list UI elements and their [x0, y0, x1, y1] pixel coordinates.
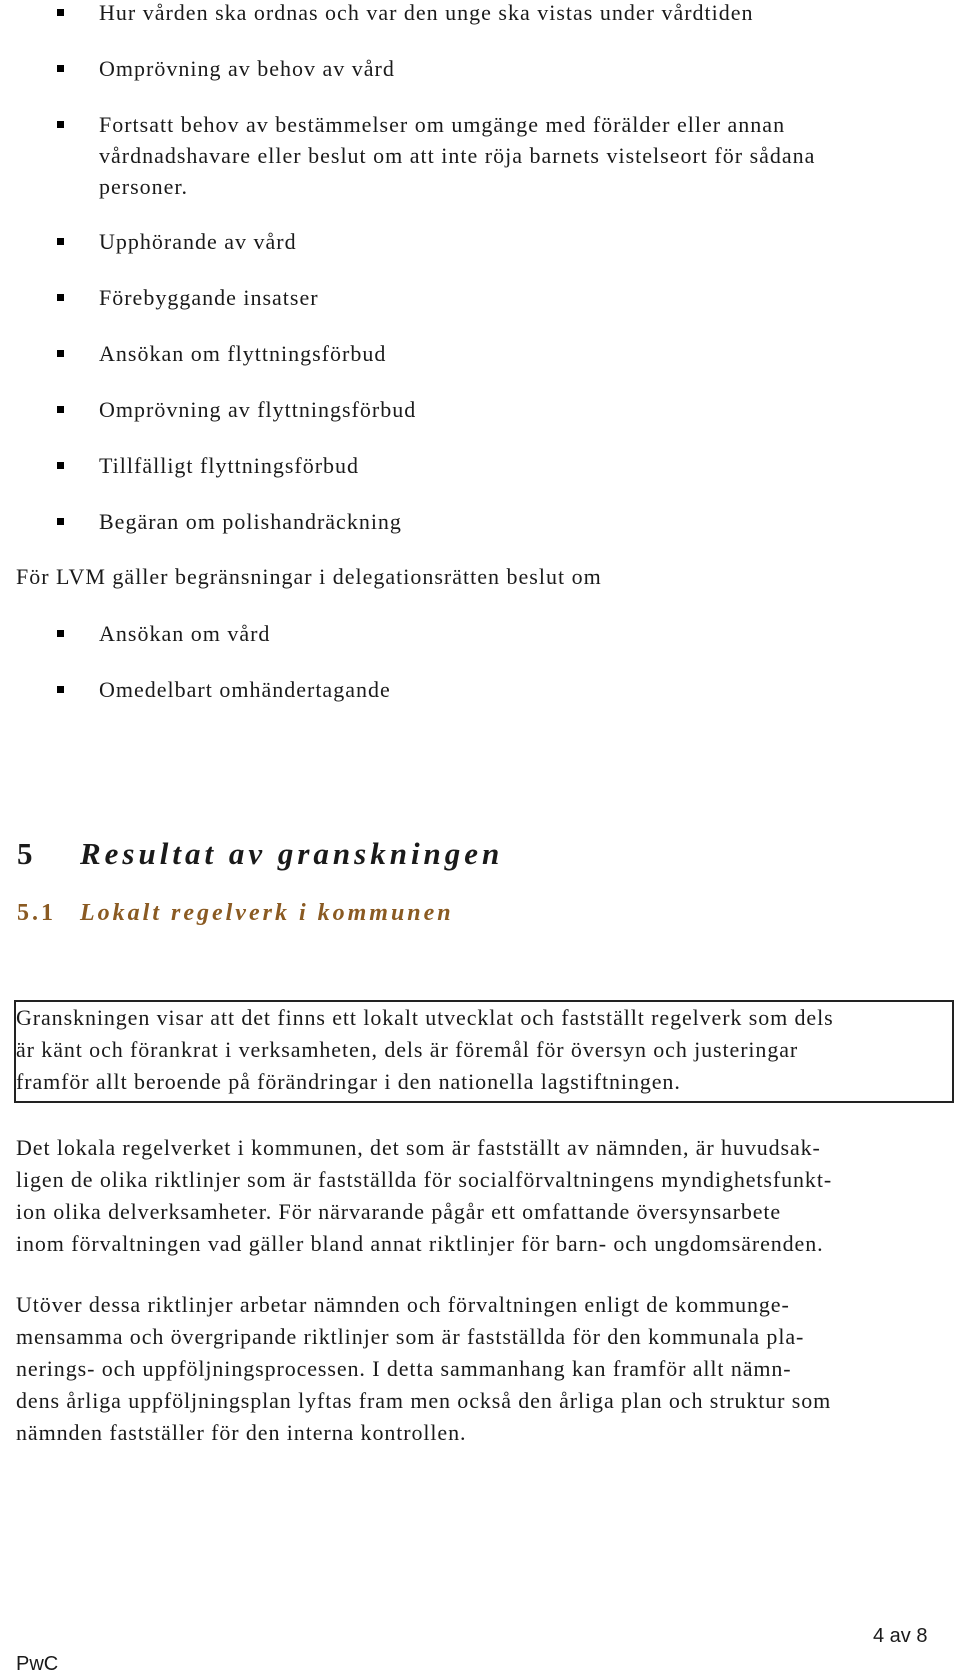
list-item-text: Omprövning av flyttningsförbud: [99, 397, 417, 422]
list-item: [57, 226, 297, 257]
paragraph-line: nerings- och uppföljningsprocessen. I detta sammanhang kan framför allt nämn-: [16, 1356, 792, 1381]
list-item: [57, 674, 391, 705]
subsection-heading: [17, 900, 454, 927]
paragraph-line: ion olika delverksamheter. För närvarande pågår ett omfattande översynsarbete: [16, 1199, 782, 1224]
list-item-line: Fortsatt behov av bestämmelser om umgänge med förälder eller annan: [99, 112, 786, 137]
list-item-text: Hur vården ska ordnas och var den unge ska vistas under vårdtiden: [99, 0, 754, 25]
bullet-marker: [57, 350, 64, 357]
page-number: 4 av 8: [873, 1625, 928, 1647]
list-item: [57, 0, 754, 28]
bullet-marker: [57, 238, 64, 245]
list-item: [57, 618, 270, 649]
list-item-text: Upphörande av vård: [99, 229, 297, 254]
list-item-text: Omedelbart omhändertagande: [99, 677, 391, 702]
list-item-line: vårdnadshavare eller beslut om att inte röja barnets vistelseort för sådana: [99, 143, 816, 168]
list-item: [57, 53, 395, 84]
summary-line: framför allt beroende på förändringar i den nationella lagstiftningen.: [16, 1069, 681, 1094]
bullet-marker: [57, 9, 64, 16]
summary-line: Granskningen visar att det finns ett lokalt utvecklat och fastställt regelverk som dels: [16, 1005, 834, 1030]
list-item: [57, 282, 319, 313]
list-item-text: Begäran om polishandräckning: [99, 509, 402, 534]
list-item-text: Omprövning av behov av vård: [99, 56, 395, 81]
list-item-text: Tillfälligt flyttningsförbud: [99, 453, 360, 478]
paragraph-line: dens årliga uppföljningsplan lyftas fram men också den årliga plan och struktur som: [16, 1388, 832, 1413]
company-name: PwC: [16, 1653, 59, 1675]
list-item-text: Förebyggande insatser: [99, 285, 319, 310]
section-heading: [17, 836, 503, 872]
paragraph-line: Utöver dessa riktlinjer arbetar nämnden och förvaltningen enligt de kommunge-: [16, 1292, 790, 1317]
bullet-marker: [57, 65, 64, 72]
lvm-intro-text: För LVM gäller begränsningar i delegationsrätten beslut om: [16, 564, 602, 589]
section-title: Resultat av granskningen: [80, 836, 504, 871]
subsection-number: 5.1: [17, 900, 56, 926]
paragraph-line: Det lokala regelverket i kommunen, det som är fastställt av nämnden, är huvudsak-: [16, 1135, 821, 1160]
section-number: 5: [17, 836, 37, 871]
bullet-marker: [57, 121, 64, 128]
paragraph-line: nämnden fastställer för den interna kontrollen.: [16, 1420, 467, 1445]
subsection-title: Lokalt regelverk i kommunen: [80, 900, 454, 926]
paragraph-line: mensamma och övergripande riktlinjer som är fastställda för den kommunala pla-: [16, 1324, 805, 1349]
summary-line: är känt och förankrat i verksamheten, dels är föremål för översyn och justeringar: [16, 1037, 799, 1062]
list-item: [57, 506, 402, 537]
list-item: [57, 394, 416, 425]
bullet-marker: [57, 294, 64, 301]
bullet-marker: [57, 686, 64, 693]
list-item-text: Ansökan om flyttningsförbud: [99, 341, 387, 366]
bullet-marker: [57, 406, 64, 413]
list-item-line: personer.: [99, 174, 189, 199]
list-item: [57, 109, 815, 202]
paragraph-line: inom förvaltningen vad gäller bland annat riktlinjer för barn- och ungdomsärenden.: [16, 1231, 824, 1256]
list-item-text: [99, 109, 815, 202]
list-item: [57, 450, 359, 481]
list-item-text: Ansökan om vård: [99, 621, 271, 646]
paragraph-line: ligen de olika riktlinjer som är fastställda för socialförvaltningens myndighetsfunkt-: [16, 1167, 833, 1192]
bullet-marker: [57, 462, 64, 469]
list-item: [57, 338, 386, 369]
bullet-marker: [57, 518, 64, 525]
bullet-marker: [57, 630, 64, 637]
